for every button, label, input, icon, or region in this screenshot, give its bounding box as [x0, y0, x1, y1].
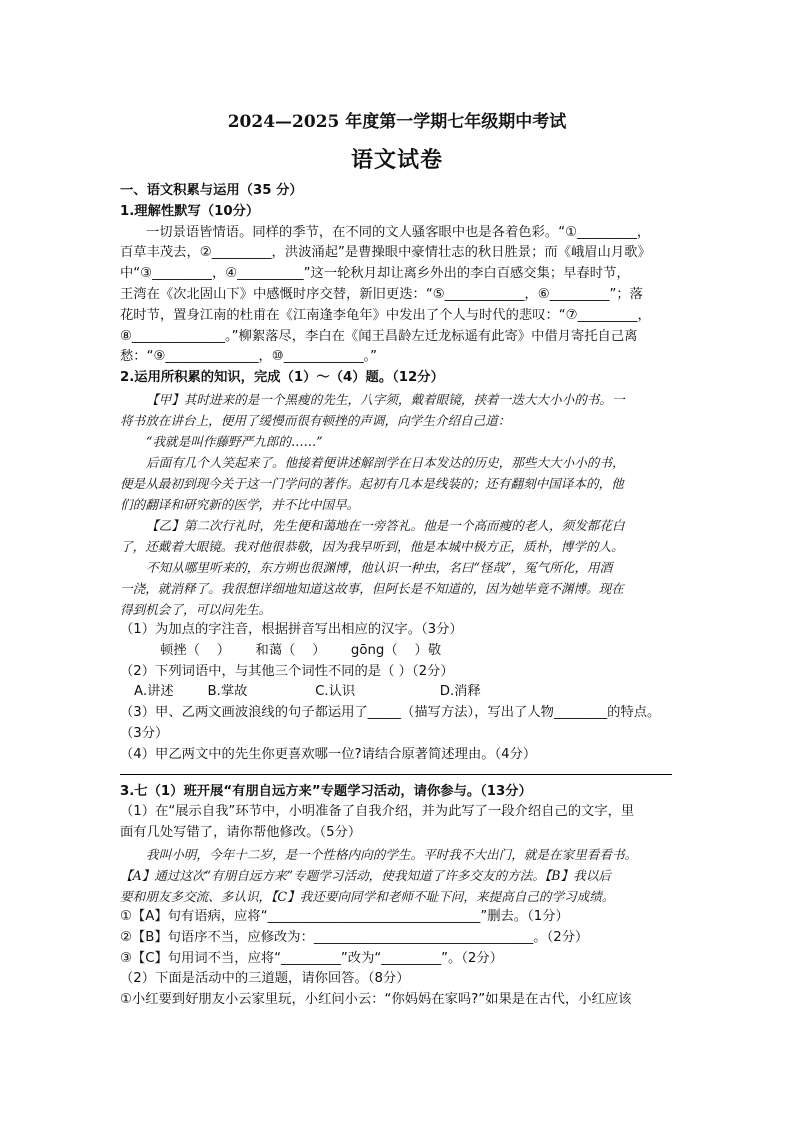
question-text-line: 愁：“⑨______________，⑩____________。”: [120, 349, 378, 365]
sub-question: （4）甲乙两文中的先生你更喜欢哪一位?请结合原著简述理由。（4分）: [120, 746, 537, 762]
question-heading: 3.七（1）班开展“有朋自远方来”专题学习活动，请你参与。（13分）: [120, 783, 532, 799]
passage-line: 后面有几个人笑起来了。他接着便讲述解剖学在日本发达的历史，那些大大小小的书，: [146, 454, 625, 470]
sub-question: （3）甲、乙两文画波浪线的句子都运用了_____（描写方法），写出了人物________的特点。: [120, 705, 661, 721]
answer-line: [120, 774, 672, 775]
passage-line: 我叫小明，今年十二岁，是一个性格内向的学生。平时我不大出门，就是在家里看看书。: [146, 846, 638, 862]
sub-question: 面有几处写错了，请你帮他修改。（5分）: [120, 825, 362, 841]
sub-question: （1）为加点的字注音，根据拼音写出相应的汉字。（3分）: [120, 621, 463, 637]
section-heading: 一、语文积累与运用（35 分）: [120, 183, 303, 198]
passage-line: 要和朋友多交流、多认识，【C】我还要向同学和老师不耻下问，来提高自己的学习成绩。: [120, 888, 615, 904]
subject-title: 语文试卷: [350, 147, 443, 173]
score-note: （3分）: [120, 725, 169, 741]
question-text-line: 王湾在《次北固山下》中感慨时序交替，新旧更迭：“⑤____________，⑥_________”；落: [120, 286, 643, 302]
sub-question: （2）下面是活动中的三道题，请你回答。（8分）: [120, 971, 410, 987]
sub-question: （1）在“展示自我”环节中，小明准备了自我介绍，并为此写了一段介绍自己的文字，里: [120, 804, 635, 820]
question-text-line: 花时节，置身江南的杜甫在《江南逢李龟年》中发出了个人与时代的悲叹：“⑦_________，: [120, 307, 651, 323]
question-text-line: 中“③_________，④__________”这一轮秋月却让离乡外出的李白百感交集；早春时节，: [120, 266, 630, 282]
passage-line: 一浇，就消释了。我很想详细地知道这故事，但阿长是不知道的，因为她毕竟不渊博。现在: [120, 580, 624, 596]
passage-line: “我就是叫作藤野严九郎的……”: [146, 433, 323, 449]
sub-question: （2）下列词语中，与其他三个词性不同的是（ ）（2分）: [120, 663, 454, 679]
passage-line: 【甲】其时进来的是一个黑瘦的先生，八字须，戴着眼镜，挟着一迭大大小小的书。一: [146, 391, 625, 407]
passage-line: 不知从哪里听来的，东方朔也很渊博，他认识一种虫，名曰“怪哉”，冤气所化，用酒: [146, 559, 613, 575]
sub-question: ①小红要到好朋友小云家里玩，小红问小云：“你妈妈在家吗?”如果是在古代，小红应该: [120, 992, 632, 1008]
passage-line: 将书放在讲台上，便用了缓慢而很有顿挫的声调，向学生介绍自己道：: [120, 412, 511, 428]
question-text-line: ⑧______________。”柳絮落尽，李白在《闻王昌龄左迁龙标遥有此寄》中借月寄托自己离: [120, 328, 638, 344]
reading-passage-jia: [120, 389, 690, 515]
exam-title: 2024—2025 年度第一学期七年级期中考试: [227, 112, 567, 132]
passage-line: 【乙】第二次行礼时，先生便和蔼地在一旁答礼。他是一个高而瘦的老人，须发都花白: [146, 517, 625, 533]
passage-line: 了，还戴着大眼镜。我对他很恭敬，因为我早听到，他是本城中极方正，质朴，博学的人。: [120, 538, 624, 554]
correction-item: ③【C】句用词不当，应将“_________”改为“_________”。（2分）: [120, 950, 503, 966]
question-heading: 1.理解性默写（10分）: [120, 203, 260, 219]
question-heading: 2.运用所积累的知识，完成（1）～（4）题。（12分）: [120, 370, 444, 386]
reading-passage-yi: [120, 515, 690, 620]
passage-line: 便是从最初到现今关于这一门学问的著作。起初有几本是线装的；还有翻刻中国译本的，他: [120, 475, 624, 491]
passage-line: 们的翻译和研究新的医学，并不比中国早。: [120, 496, 360, 512]
question-text-line: 一切景语皆情语。同样的季节，在不同的文人骚客眼中也是各着色彩。“①_________，: [146, 224, 651, 240]
question-text-line: 百草丰茂去，②_________，洪波涌起”是曹操眼中豪情壮志的秋日胜景；而《峨眉山月歌》: [120, 245, 651, 261]
correction-item: ①【A】句有语病，应将“________________________________”删去。（1分）: [120, 908, 569, 924]
exam-content: [120, 181, 690, 1011]
passage-line: 得到机会了，可以问先生。: [120, 601, 272, 617]
answer-options: A.讲述 B.掌故 C.认识 D.消释: [134, 684, 481, 700]
passage-line: 【A】通过这次“有朋自远方来”专题学习活动，使我知道了许多交友的方法。【B】我以后: [120, 867, 611, 883]
self-intro-passage: [120, 844, 690, 907]
pinyin-items: 顿挫（ ） 和蔼（ ） gōng（ ）敬: [160, 642, 442, 658]
correction-item: ②【B】句语序不当，应修改为：_________________________________。（2分）: [120, 929, 589, 945]
